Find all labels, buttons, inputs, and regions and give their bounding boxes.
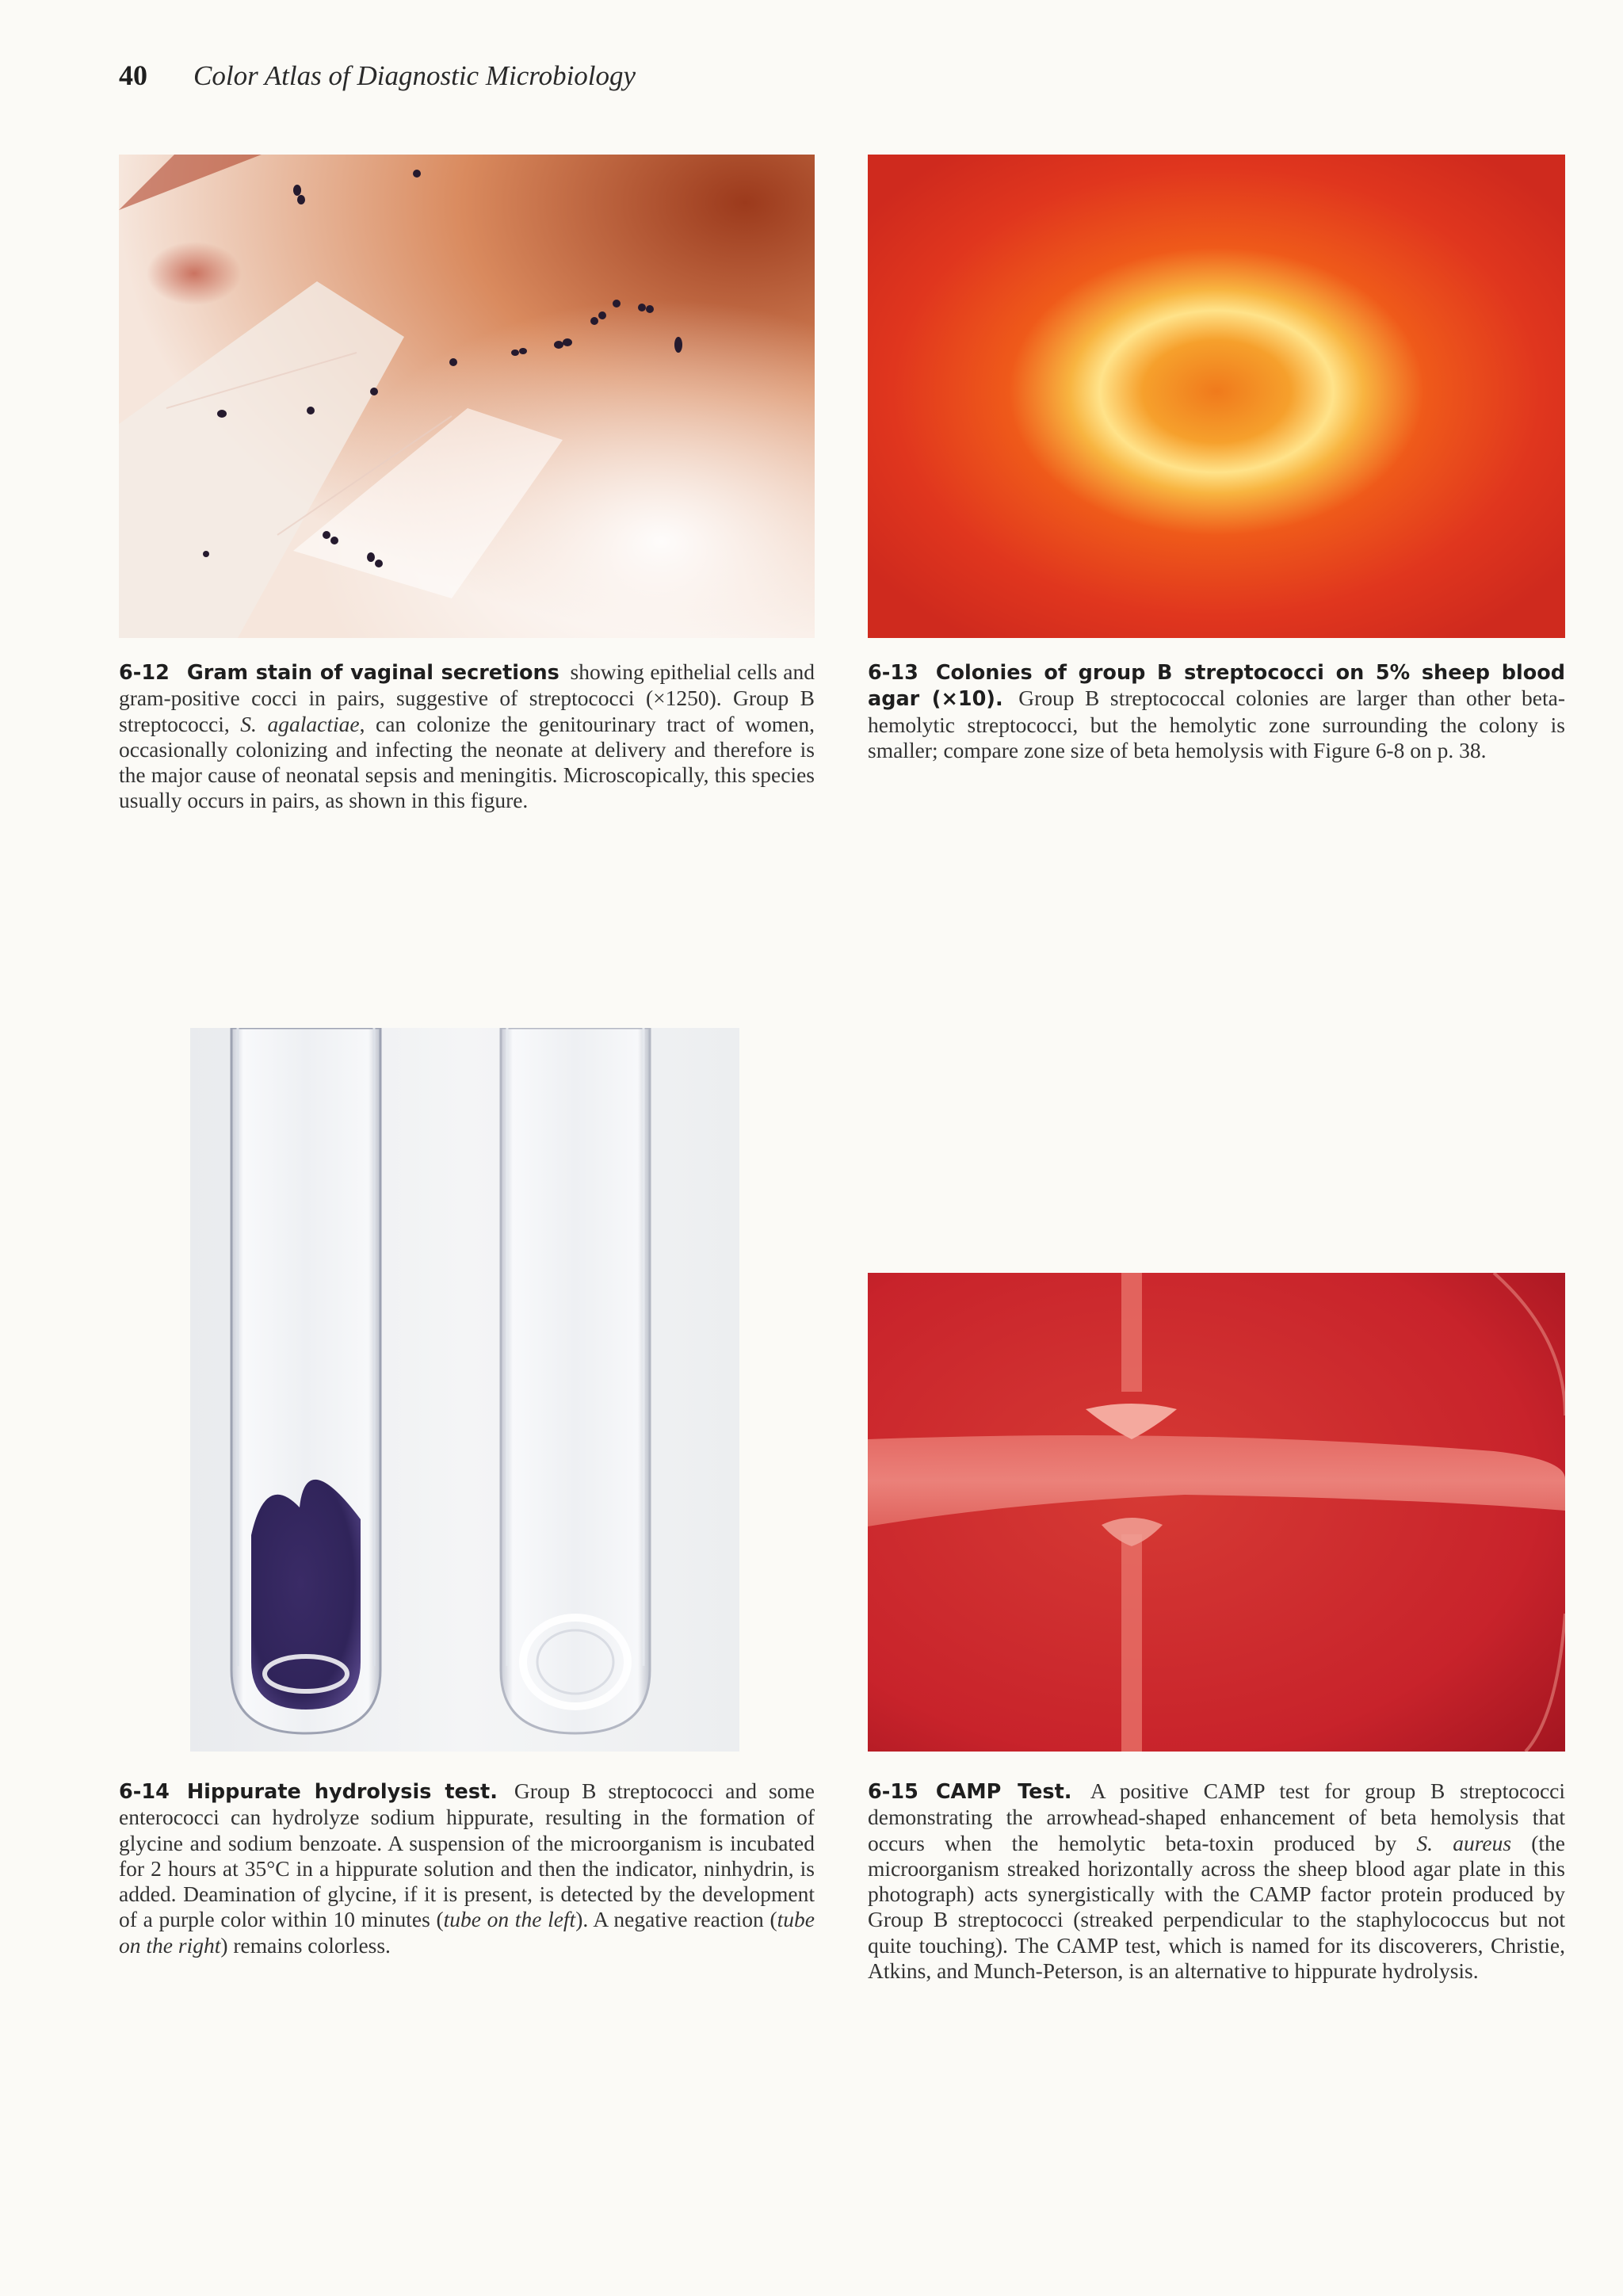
figure-caption-text xyxy=(119,1778,815,1958)
figure-6-15-photo xyxy=(868,1273,1565,1752)
caption-6-14 xyxy=(119,1778,815,1958)
figure-number: 6-14 xyxy=(119,1780,170,1804)
italic-term: S. agalactiae xyxy=(240,711,360,736)
caption-text-run: Group B streptococci and some enterococci can hydrolyze sodium hippurate, resulting in the formation of glycine and sodium benzoate. A suspension of the microorganism is incubated for 2 hours at 35°C in a hippurate solution and then the indicator, ninhydrin, is added. Deamination of glycine, if it is present, is detected by the development of a purple color within 10 minutes ( xyxy=(119,1778,815,1932)
figure-title: Gram stain of vaginal secretions xyxy=(186,661,559,685)
caption-text-run: showing epithelial cells and gram-positive cocci in pairs, suggestive of streptococci (×1250). Group B streptococci, xyxy=(119,659,815,736)
figure-caption-text xyxy=(868,1778,1565,1983)
figure-number: 6-12 xyxy=(119,661,170,685)
caption-text-run: Group B streptococcal colonies are larger than other beta-hemolytic streptococci, but the hemolytic zone surrounding the colony is smaller; compare zone size of beta hemolysis with Figure 6-8 on p. 38. xyxy=(868,686,1565,762)
caption-text-run: A positive CAMP test for group B streptococci demonstrating the arrowhead-shaped enhancement of beta hemolysis that occurs when the hemolytic beta-toxin produced by xyxy=(868,1778,1565,1855)
caption-text-run: , can colonize the genitourinary tract of women, occasionally colonizing and infecting the neonate at delivery and therefore is the major cause of neonatal sepsis and meningitis. Microscopically, this species usually occurs in pairs, as shown in this figure. xyxy=(119,711,815,813)
running-title: Color Atlas of Diagnostic Microbiology xyxy=(193,60,636,91)
caption-text-run: ). A negative reaction ( xyxy=(575,1907,777,1932)
italic-term: tube on the left xyxy=(443,1907,576,1932)
caption-text-run: ) remains colorless. xyxy=(220,1932,391,1958)
caption-6-12 xyxy=(119,659,815,814)
figure-number: 6-13 xyxy=(868,661,918,685)
figure-6-14-photo xyxy=(190,1028,739,1752)
caption-6-13 xyxy=(868,659,1565,763)
italic-term: tube on the right xyxy=(119,1907,815,1958)
figure-6-13-photo xyxy=(868,155,1565,638)
italic-term: S. aureus xyxy=(1416,1830,1512,1855)
caption-6-15 xyxy=(868,1778,1565,1984)
figure-title: Hippurate hydrolysis test. xyxy=(186,1780,498,1804)
page-number: 40 xyxy=(119,59,147,91)
figure-title: CAMP Test. xyxy=(935,1780,1072,1804)
running-header xyxy=(119,59,636,98)
figure-number: 6-15 xyxy=(868,1780,918,1804)
figure-6-12-photo xyxy=(119,155,815,638)
caption-text-run: (the microorganism streaked horizontally across the sheep blood agar plate in this photograph) acts synergistically with the CAMP factor protein produced by Group B streptococci (streaked perpendicular to the staphylococcus but not quite touching). The CAMP test, which is named for its discoverers, Christie, Atkins, and Munch-Peterson, is an alternative to hippurate hydrolysis. xyxy=(868,1830,1565,1984)
figure-title: Colonies of group B streptococci on 5% sheep blood agar (×10). xyxy=(868,661,1565,712)
